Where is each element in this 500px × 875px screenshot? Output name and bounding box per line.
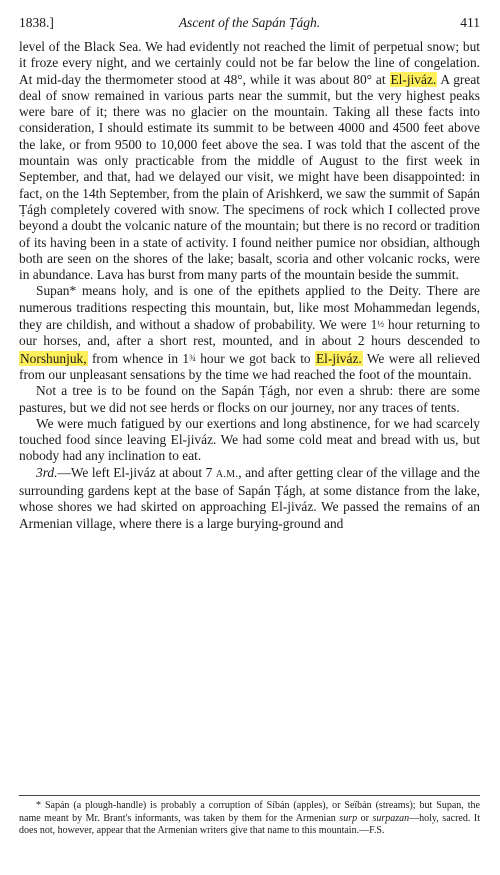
header-date: 1838.]: [19, 15, 54, 30]
text-run: * Sapán (a plough-handle) is probably a corruption of Síbán (apples), or Seïbán (streams); but Supan, the name meant by Mr. Brant's informants, was taken by them for the Armenian: [19, 800, 480, 824]
body-text: [19, 39, 480, 532]
header-title: Ascent of the Sapán Ṭágh.: [178, 15, 321, 30]
paragraph-5: [19, 465, 480, 532]
highlighted-term: El-jiváz.: [316, 350, 362, 366]
paragraph-1: [19, 39, 480, 283]
text-run: —holy, sacred. It does not, however, appear that the Armenian writers give that name to this mountain.—F.S.: [19, 812, 480, 836]
text-run: hour we got back to: [195, 350, 315, 366]
page-number: 411: [460, 15, 480, 30]
fraction: ½: [377, 319, 385, 330]
highlighted-term: El-jiváz.: [390, 71, 437, 87]
text-run: , and after getting clear of the village and the surrounding gardens kept at the base of Sapán Ṭágh, at some distance from the lake, whose shores we had skirted on approaching El-jiváz. We passed the remains of an Armenian village, where there is a large burying-ground and: [19, 464, 480, 531]
text-run: We were much fatigued by our exertions and long abstinence, for we had scarcely touched food since leaving El-jiváz. We had some cold meat and bread with us, but nobody had any inclination to eat.: [19, 415, 480, 464]
text-run: Not a tree is to be found on the Sapán Ṭágh, nor even a shrub: there are some pastures, but we did not see herds or flocks on our journey, nor any traces of tents.: [19, 383, 480, 415]
text-run: —We left El-jiváz at about 7: [57, 464, 216, 480]
page: [19, 12, 480, 532]
footnote: [19, 800, 480, 838]
running-header: [19, 12, 480, 34]
text-run: We were all relieved from our unpleasant sensations by the time we had reached the foot of the mountain.: [19, 350, 480, 382]
highlighted-term: Norshunjuk,: [20, 350, 87, 366]
text-run: hour returning to our horses, and, after a short rest, mounted, and in about 2 hours descended to: [19, 317, 480, 349]
text-run: Supan* means holy, and is one of the epithets applied to the Deity. There are numerous traditions respecting this mountain, but, like most Mohammedan legends, they are childish, and without a shadow of probability. We were 1: [19, 283, 480, 333]
text-run: from whence in 1: [87, 350, 190, 366]
text-run: or: [357, 812, 373, 824]
paragraph-3: [19, 383, 480, 416]
paragraph-4: [19, 416, 480, 465]
italic-text: 3rd.: [36, 464, 58, 480]
text-run: A great deal of snow remained in various parts near the summit, but the very highest peaks were bare of it; there was no glacier on the mountain. Taking all these facts into consideration, I should estimate its summit to be between 4000 and 4500 feet above the lake, or from 9500 to 10,000 feet above the sea. I was told that the ascent of the mountain was only practicable from the middle of August to the first week in September, and that, had we delayed our visit, we might have been disappointed: in fact, on the 14th September, from the plain of Arishkerd, we saw the summit of Sapán Ṭágh completely covered with snow. The specimens of rock which I collected prove beyond a doubt the volcanic nature of the mountain; but there is no record or tradition of its having been in a state of activity. I found neither pumice nor obsidian, although both are seen on the shores of the lake; basalt, scoria and other volcanic rocks, were in abundance. Lava has burst from many parts of the mountain beside the summit.: [19, 71, 480, 283]
italic-text: surp: [339, 812, 358, 824]
footnote-rule: [19, 795, 480, 796]
footnote-text: [19, 800, 480, 838]
text-run: level of the Black Sea. We had evidently not reached the limit of perpetual snow; but it froze every night, and we certainly could not be far below the line of congelation. At mid-day the thermometer stood at 48°, while it was about 80° at: [19, 39, 480, 87]
small-caps-text: A.M.: [215, 468, 239, 480]
italic-text: surpazan: [372, 812, 410, 824]
paragraph-2: [19, 283, 480, 383]
fraction: ¾: [189, 352, 196, 363]
